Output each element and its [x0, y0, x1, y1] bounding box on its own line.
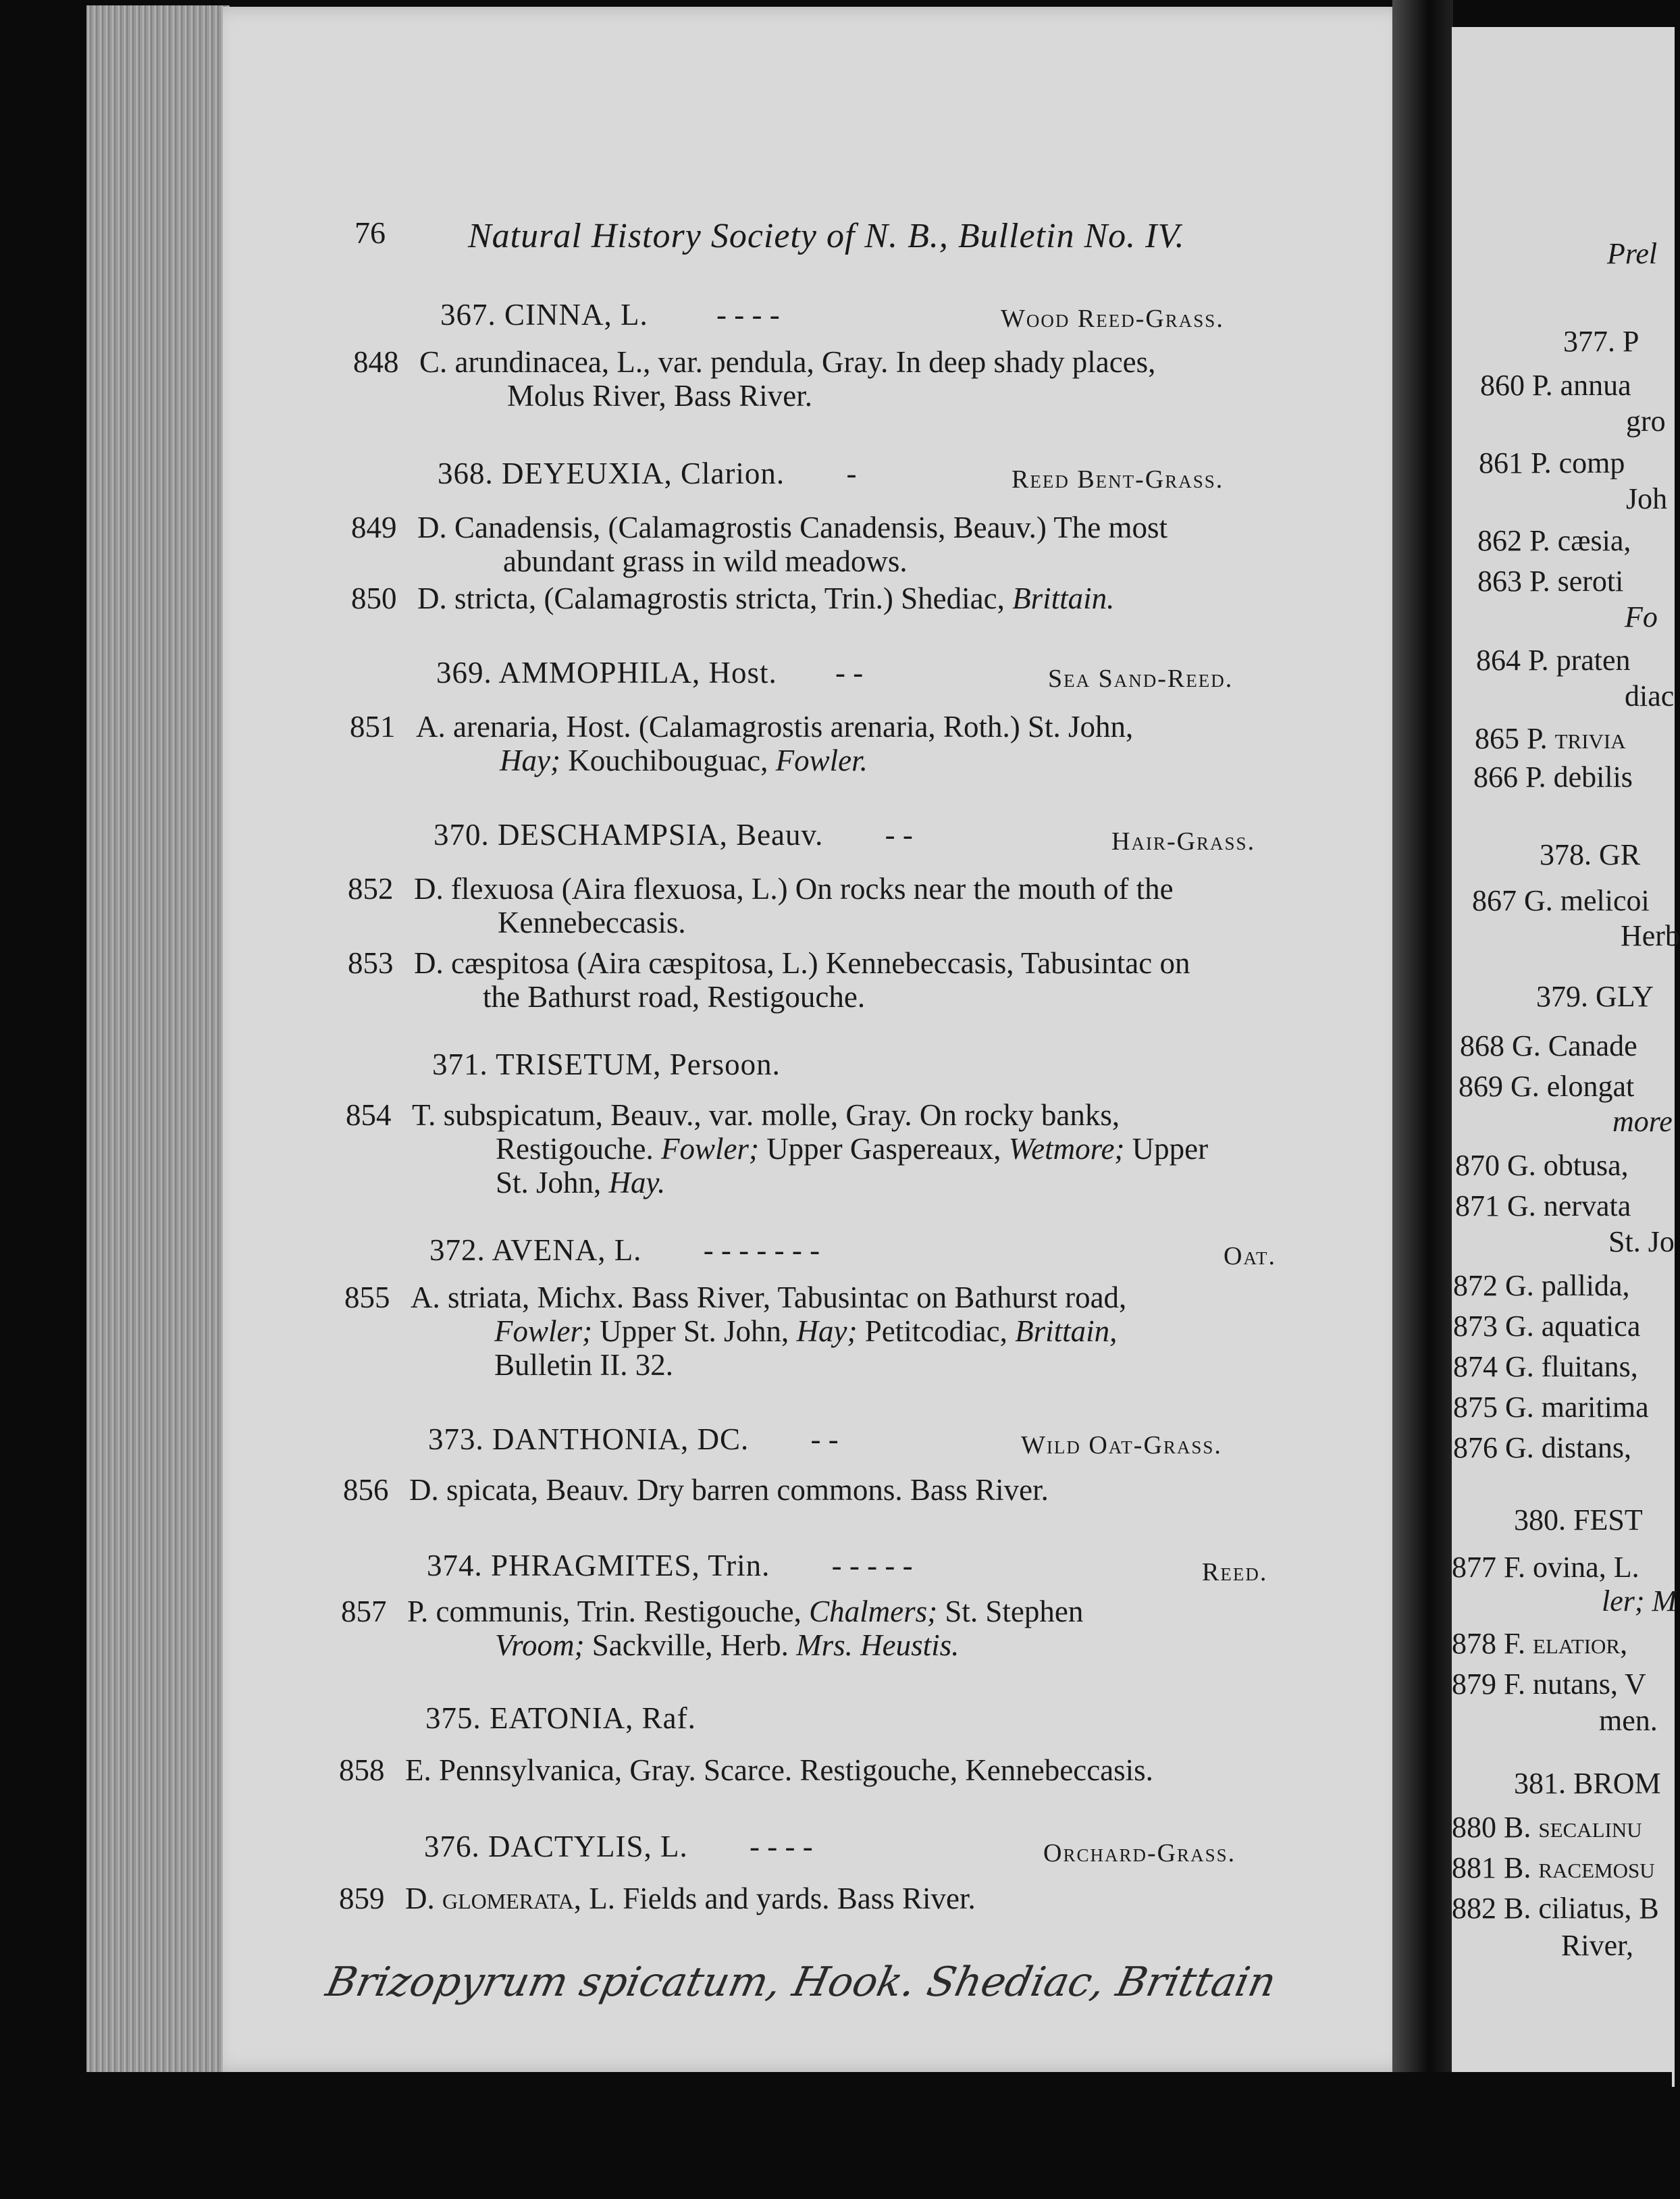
genus-common-name: Orchard-Grass.: [1043, 1839, 1236, 1867]
page-edge: [86, 5, 230, 2072]
page-number: 76: [355, 215, 386, 250]
genus-heading: [436, 655, 863, 690]
entry-text: [500, 743, 868, 778]
entry-text: D. spicata, Beauv. Dry barren commons. Bass River.: [409, 1473, 1049, 1507]
collector-name: Hay.: [608, 1166, 666, 1199]
genus-common-name: Reed.: [1202, 1558, 1268, 1586]
genus-common-name: Wild Oat-Grass.: [1021, 1431, 1222, 1459]
genus-heading: [434, 817, 913, 852]
collector-name: Fowler.: [775, 744, 868, 777]
collector-name: Brittain,: [1015, 1314, 1118, 1348]
page-header: [355, 215, 1367, 269]
right-page-line: Fo: [1625, 600, 1658, 633]
right-page-line: 379. GLY: [1536, 980, 1654, 1013]
genus-dashes: - - - -: [716, 298, 780, 332]
right-page-line: 880 B. secalinu: [1452, 1811, 1642, 1844]
entry-text-part: D.: [405, 1882, 442, 1915]
entry-number: 857: [341, 1595, 387, 1628]
genus-common-name: Sea Sand-Reed.: [1048, 665, 1234, 693]
entry-text: [496, 1165, 665, 1200]
right-page-line: 871 G. nervata: [1455, 1189, 1631, 1222]
entry-text-part: Sackville, Herb.: [584, 1628, 797, 1662]
genus-common-name: Wood Reed-Grass.: [1001, 305, 1224, 333]
entry-text: [405, 1881, 976, 1916]
right-page-line: River,: [1561, 1929, 1633, 1962]
genus-common-name: Reed Bent-Grass.: [1012, 465, 1224, 494]
entry-text: Bulletin II. 32.: [494, 1348, 673, 1382]
right-page-line: 863 P. seroti: [1477, 565, 1624, 598]
entry-text: A. striata, Michx. Bass River, Tabusintac on Bathurst road,: [411, 1280, 1127, 1314]
right-page-line: 861 P. comp: [1479, 446, 1625, 480]
entry-number: 852: [348, 872, 394, 906]
genus-heading: [428, 1422, 839, 1457]
entry-text: [494, 1314, 1117, 1349]
entry-text: abundant grass in wild meadows.: [503, 544, 908, 578]
genus-dashes: - - - - -: [831, 1549, 913, 1582]
collector-name: Fowler;: [494, 1314, 592, 1348]
collector-name: Brittain.: [1012, 581, 1115, 615]
right-page-line: 879 F. nutans, V: [1452, 1667, 1646, 1701]
right-page-line: 866 P. debilis: [1473, 760, 1633, 794]
genus-name: 375. EATONIA, Raf.: [425, 1701, 696, 1735]
genus-dashes: - -: [810, 1422, 839, 1456]
genus-name: 368. DEYEUXIA, Clarion.: [438, 457, 785, 490]
entry-text-part: Upper St. John,: [592, 1314, 797, 1348]
entry-text-part: D. stricta, (Calamagrostis stricta, Trin.) Shediac,: [417, 581, 1013, 615]
entry-number: 856: [343, 1473, 389, 1507]
collector-name: Fowler;: [660, 1132, 759, 1166]
entry-text: the Bathurst road, Restigouche.: [483, 980, 866, 1014]
genus-heading: [424, 1829, 813, 1864]
collector-name: Chalmers;: [809, 1595, 938, 1628]
book-gutter: [1392, 0, 1453, 2199]
genus-dashes: - - - -: [749, 1830, 813, 1863]
genus-heading: [425, 1701, 696, 1736]
collector-name: Vroom;: [495, 1628, 585, 1662]
entry-number: 859: [339, 1882, 385, 1915]
entry-text: Kennebeccasis.: [498, 906, 686, 939]
entry-text-part: P. communis, Trin. Restigouche,: [407, 1595, 810, 1628]
genus-heading: [440, 297, 780, 332]
genus-dashes: -: [846, 457, 857, 490]
right-page-line: St. Jo: [1608, 1225, 1675, 1258]
right-page-line: 876 G. distans,: [1453, 1431, 1631, 1464]
right-page-line: 872 G. pallida,: [1453, 1269, 1630, 1302]
right-page-line: 874 G. fluitans,: [1453, 1350, 1638, 1383]
entry-number: 855: [344, 1280, 390, 1314]
right-page-line: 868 G. Canade: [1460, 1029, 1637, 1062]
entry-text: A. arenaria, Host. (Calamagrostis arenaria, Roth.) St. John,: [416, 710, 1134, 744]
right-page-line: 882 B. ciliatus, B: [1452, 1892, 1659, 1925]
right-page-line: 378. GR: [1540, 838, 1641, 871]
entry-text: D. Canadensis, (Calamagrostis Canadensis, Beauv.) The most: [417, 511, 1168, 544]
genus-heading: [427, 1548, 913, 1583]
right-page-line: Joh: [1626, 482, 1668, 515]
entry-text: [496, 1131, 1208, 1166]
right-page-line: 881 B. racemosu: [1452, 1851, 1655, 1884]
right-page-line: 867 G. melicoi: [1472, 884, 1650, 917]
genus-common-name: Oat.: [1224, 1242, 1276, 1270]
entry-number: 850: [351, 581, 397, 615]
entry-text-part: Petitcodiac,: [857, 1314, 1016, 1348]
entry-number: 849: [351, 511, 397, 544]
right-page-line: 873 G. aquatica: [1453, 1310, 1641, 1343]
entry-text-part: Upper: [1124, 1132, 1209, 1166]
collector-name: Hay;: [500, 744, 560, 777]
entry-text-part: Restigouche.: [496, 1132, 661, 1166]
right-page-line: Prel: [1607, 237, 1658, 270]
entry-number: 848: [353, 345, 399, 379]
genus-name: 371. TRISETUM, Persoon.: [432, 1047, 781, 1081]
entry-text: [417, 581, 1114, 616]
collector-name: Mrs. Heustis.: [796, 1628, 960, 1662]
collector-name: Wetmore;: [1008, 1132, 1125, 1166]
genus-heading: [438, 456, 856, 491]
entry-text-part: Upper Gaspereaux,: [758, 1132, 1009, 1166]
genus-name: 367. CINNA, L.: [440, 298, 648, 332]
right-page-line: 875 G. maritima: [1453, 1391, 1649, 1424]
entry-text: E. Pennsylvanica, Gray. Scarce. Restigouche, Kennebeccasis.: [405, 1753, 1153, 1787]
genus-name: 376. DACTYLIS, L.: [424, 1830, 688, 1863]
entry-text: [495, 1628, 959, 1663]
right-page-line: 869 G. elongat: [1459, 1070, 1635, 1103]
right-page-line: men.: [1599, 1704, 1658, 1737]
entry-text: C. arundinacea, L., var. pendula, Gray. In deep shady places,: [419, 345, 1156, 379]
genus-dashes: - - - - - - -: [703, 1233, 820, 1267]
collector-name: Hay;: [796, 1314, 858, 1348]
genus-name: 373. DANTHONIA, DC.: [428, 1422, 750, 1456]
genus-heading: [429, 1233, 820, 1268]
entry-number: 853: [348, 946, 394, 980]
handwritten-annotation: Brizopyrum spicatum, Hook. Shediac, Brittain: [321, 1959, 1280, 2006]
entry-text-part: , L. Fields and yards. Bass River.: [573, 1882, 976, 1915]
right-page-line: 377. P: [1563, 325, 1639, 358]
right-page-line: 878 F. elatior,: [1452, 1627, 1628, 1660]
right-page-line: 864 P. praten: [1476, 644, 1631, 677]
genus-name: 370. DESCHAMPSIA, Beauv.: [434, 818, 824, 852]
genus-heading: [432, 1047, 781, 1082]
entry-text-part: Kouchibouguac,: [560, 744, 776, 777]
right-page-line: gro: [1626, 405, 1666, 438]
right-page-line: more: [1612, 1105, 1673, 1138]
genus-dashes: - -: [885, 818, 913, 852]
right-page-line: diac: [1625, 679, 1675, 713]
entry-number: 851: [350, 710, 396, 744]
right-page-line: ler; M: [1602, 1584, 1677, 1618]
genus-name: 374. PHRAGMITES, Trin.: [427, 1549, 770, 1582]
entry-text: Molus River, Bass River.: [507, 379, 812, 413]
right-page: [1452, 27, 1680, 2087]
right-page-line: 862 P. cæsia,: [1477, 524, 1631, 557]
entry-number: 858: [339, 1753, 385, 1787]
entry-text: D. flexuosa (Aira flexuosa, L.) On rocks near the mouth of the: [414, 872, 1174, 906]
entry-text-part: St. Stephen: [937, 1595, 1084, 1628]
entry-text-part: St. John,: [496, 1166, 609, 1199]
species-epithet: glomerata: [442, 1882, 574, 1915]
genus-common-name: Hair-Grass.: [1111, 827, 1256, 856]
entry-number: 854: [346, 1098, 392, 1132]
entry-text: T. subspicatum, Beauv., var. molle, Gray. On rocky banks,: [412, 1098, 1120, 1132]
right-page-line: 865 P. trivia: [1475, 722, 1626, 755]
right-page-line: 870 G. obtusa,: [1455, 1149, 1629, 1182]
right-page-line: 877 F. ovina, L.: [1452, 1551, 1639, 1584]
scan-background: [0, 2072, 1672, 2199]
right-page-line: 380. FEST: [1514, 1503, 1643, 1536]
running-head: Natural History Society of N. B., Bulletin No. IV.: [468, 217, 1185, 255]
genus-name: 369. AMMOPHILA, Host.: [436, 656, 777, 690]
entry-text: [407, 1594, 1083, 1629]
genus-name: 372. AVENA, L.: [429, 1233, 642, 1267]
right-page-line: 860 P. annua: [1480, 369, 1631, 402]
genus-dashes: - -: [835, 656, 864, 690]
right-page-line: Herb: [1621, 919, 1680, 952]
right-page-line: 381. BROM: [1514, 1767, 1661, 1800]
entry-text: D. cæspitosa (Aira cæspitosa, L.) Kennebeccasis, Tabusintac on: [414, 946, 1190, 980]
